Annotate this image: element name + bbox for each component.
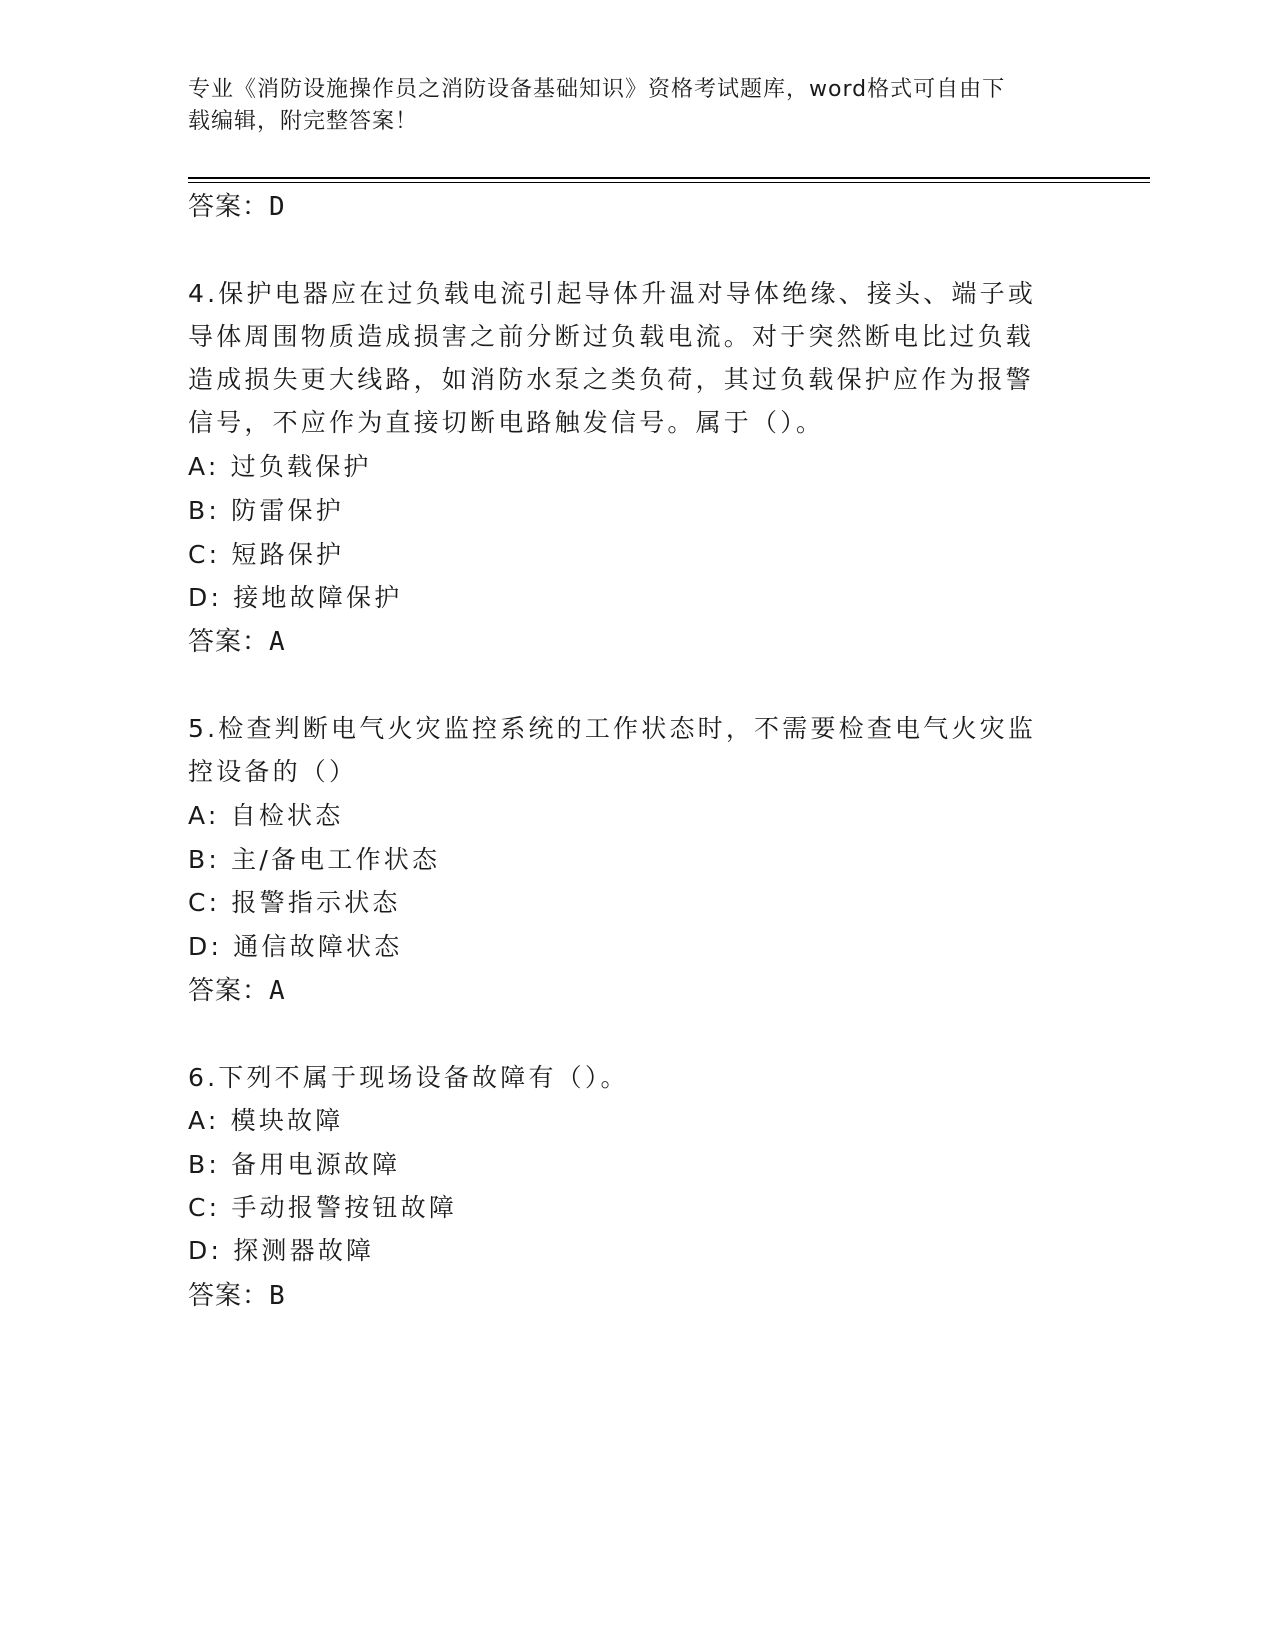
answer-label: 答案： <box>188 627 270 657</box>
option-a: A: 过负载保护 <box>188 452 372 481</box>
answer-line <box>188 621 286 658</box>
question-text-line: 信号，不应作为直接切断电路触发信号。属于（）。 <box>188 408 825 437</box>
option-a: A: 模块故障 <box>188 1106 344 1135</box>
header-rule-thin <box>188 182 1150 183</box>
option-c: C: 手动报警按钮故障 <box>188 1193 458 1222</box>
question-text-line: 4.保护电器应在过负载电流引起导体升温对导体绝缘、接头、端子或 <box>188 279 1037 308</box>
answer-value: D <box>269 192 286 222</box>
answer-label: 答案： <box>188 192 270 222</box>
header-title <box>188 74 1068 138</box>
option-d: D: 接地故障保护 <box>188 583 403 612</box>
answer-line <box>188 186 286 223</box>
option-a: A: 自检状态 <box>188 801 344 830</box>
header-rule-thick <box>188 177 1150 179</box>
option-c: C: 短路保护 <box>188 540 345 569</box>
answer-label: 答案： <box>188 1281 270 1311</box>
option-d: D: 探测器故障 <box>188 1236 375 1265</box>
option-b: B: 主/备电工作状态 <box>188 845 441 874</box>
answer-line <box>188 970 286 1007</box>
question-text-line: 5.检查判断电气火灾监控系统的工作状态时，不需要检查电气火灾监 <box>188 714 1037 743</box>
answer-value: A <box>269 627 286 657</box>
header-title-line-2: 载编辑，附完整答案！ <box>188 109 419 134</box>
question-text-line: 控设备的（） <box>188 757 358 786</box>
question-text-line: 导体周围物质造成损害之前分断过负载电流。对于突然断电比过负载 <box>188 322 1035 351</box>
option-b: B: 备用电源故障 <box>188 1150 401 1179</box>
answer-line <box>188 1275 286 1312</box>
answer-value: A <box>269 976 286 1006</box>
answer-value: B <box>269 1281 286 1311</box>
question-text-line: 造成损失更大线路，如消防水泵之类负荷，其过负载保护应作为报警 <box>188 365 1035 394</box>
option-d: D: 通信故障状态 <box>188 932 403 961</box>
header-title-line-1: 专业《消防设施操作员之消防设备基础知识》资格考试题库，word格式可自由下 <box>188 77 1006 102</box>
answer-label: 答案： <box>188 976 270 1006</box>
question-text-line: 6.下列不属于现场设备故障有（）。 <box>188 1063 629 1092</box>
option-c: C: 报警指示状态 <box>188 888 401 917</box>
option-b: B: 防雷保护 <box>188 496 344 525</box>
